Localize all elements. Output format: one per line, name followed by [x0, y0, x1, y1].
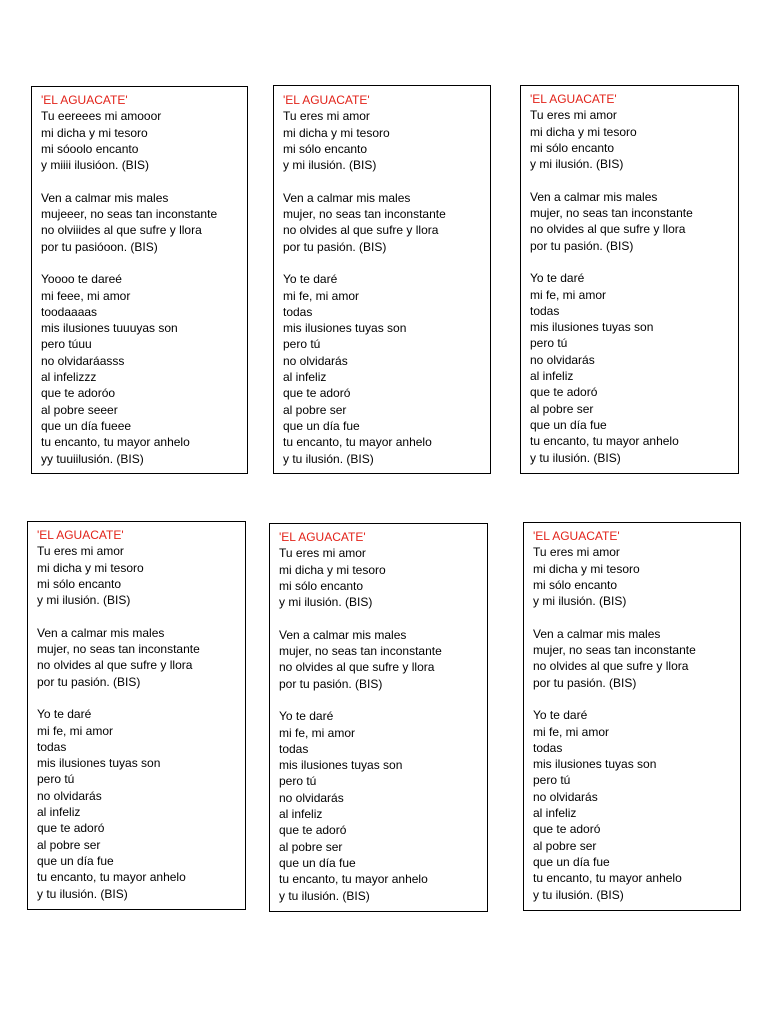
- lyric-line: pero tú: [279, 774, 317, 789]
- lyric-line: y mi ilusión. (BIS): [533, 594, 627, 609]
- lyric-line: que un día fue: [533, 854, 610, 869]
- lyric-line: Tu eres mi amor: [279, 546, 366, 561]
- lyric-line: al pobre ser: [279, 839, 343, 854]
- lyric-line: mi fe, mi amor: [530, 287, 607, 302]
- lyric-line: pero túuu: [41, 337, 92, 352]
- stanza-gap: [37, 690, 245, 706]
- lyric-line: al pobre seeer: [41, 402, 118, 417]
- lyric-line: todas: [533, 740, 563, 755]
- lyric-line: no olvidarás: [37, 788, 102, 803]
- lyric-line: Yo te daré: [37, 707, 92, 722]
- stanza-gap: [37, 608, 245, 624]
- lyric-line: todas: [530, 303, 560, 318]
- stanza-gap: [279, 692, 487, 708]
- lyric-line: y mi ilusión. (BIS): [37, 593, 131, 608]
- lyric-line: y mi ilusión. (BIS): [279, 595, 373, 610]
- lyric-line: por tu pasióoon. (BIS): [41, 239, 158, 254]
- card-title: 'EL AGUACATE': [41, 93, 128, 107]
- lyric-line: al infeliz: [279, 807, 323, 822]
- lyrics-card: [273, 85, 491, 474]
- stanza-gap: [530, 172, 738, 188]
- lyric-line: tu encanto, tu mayor anhelo: [37, 870, 186, 885]
- lyric-line: Ven a calmar mis males: [37, 625, 165, 640]
- lyric-line: mis ilusiones tuuuyas son: [41, 321, 178, 336]
- lyric-line: mi dicha y mi tesoro: [37, 560, 144, 575]
- lyric-line: no olvides al que sufre y llora: [530, 222, 686, 237]
- lyric-line: Ven a calmar mis males: [530, 189, 658, 204]
- lyric-line: Ven a calmar mis males: [41, 190, 169, 205]
- lyric-line: al pobre ser: [533, 838, 597, 853]
- lyric-line: mi dicha y mi tesoro: [41, 125, 148, 140]
- stanza-gap: [41, 255, 247, 271]
- lyric-line: Tu eres mi amor: [533, 545, 620, 560]
- lyric-line: que te adoróo: [41, 386, 116, 401]
- lyric-line: mi sólo encanto: [530, 140, 615, 155]
- lyrics-card: [520, 85, 739, 474]
- lyric-line: mis ilusiones tuyas son: [530, 320, 654, 335]
- stanza-gap: [279, 610, 487, 626]
- lyric-line: y mi ilusión. (BIS): [530, 157, 624, 172]
- lyric-line: mi dicha y mi tesoro: [533, 561, 640, 576]
- lyric-line: y mi ilusión. (BIS): [283, 158, 377, 173]
- lyric-line: que te adoró: [283, 386, 351, 401]
- card-title: 'EL AGUACATE': [530, 92, 617, 106]
- lyric-line: y tu ilusión. (BIS): [37, 886, 128, 901]
- stanza-gap: [41, 173, 247, 189]
- lyric-line: toodaaaas: [41, 304, 98, 319]
- lyric-line: mis ilusiones tuyas son: [37, 756, 161, 771]
- lyric-line: al infelizzz: [41, 370, 97, 385]
- lyric-line: todas: [279, 741, 309, 756]
- lyric-line: todas: [37, 739, 67, 754]
- lyric-line: mi sólo encanto: [279, 578, 364, 593]
- lyric-line: no olvidarás: [279, 790, 344, 805]
- lyric-line: al pobre ser: [530, 401, 594, 416]
- lyric-line: al pobre ser: [283, 402, 347, 417]
- lyric-line: no olvides al que sufre y llora: [283, 223, 439, 238]
- lyric-line: no olvidaráasss: [41, 353, 125, 368]
- lyric-line: por tu pasión. (BIS): [37, 674, 141, 689]
- lyric-line: yy tuuiilusión. (BIS): [41, 451, 144, 466]
- lyric-line: tu encanto, tu mayor anhelo: [279, 872, 428, 887]
- lyric-line: que un día fue: [279, 855, 356, 870]
- lyric-line: tu encanto, tu mayor anhelo: [533, 871, 682, 886]
- lyric-line: Tu eres mi amor: [283, 109, 370, 124]
- lyric-line: mi feee, mi amor: [41, 288, 131, 303]
- lyric-line: no olvides al que sufre y llora: [279, 660, 435, 675]
- lyric-line: y tu ilusión. (BIS): [279, 888, 370, 903]
- lyrics-card: [523, 522, 741, 911]
- lyric-line: que te adoró: [279, 823, 347, 838]
- lyric-line: tu encanto, tu mayor anhelo: [283, 435, 432, 450]
- lyric-line: Tu eres mi amor: [37, 544, 124, 559]
- lyric-line: al infeliz: [283, 370, 327, 385]
- lyric-line: mujer, no seas tan inconstante: [37, 642, 200, 657]
- lyric-line: Yo te daré: [283, 272, 338, 287]
- lyric-line: que te adoró: [530, 385, 598, 400]
- lyric-line: Ven a calmar mis males: [279, 627, 407, 642]
- lyric-line: todas: [283, 304, 313, 319]
- lyric-line: tu encanto, tu mayor anhelo: [41, 435, 190, 450]
- stanza-gap: [530, 254, 738, 270]
- lyric-line: mi fe, mi amor: [283, 288, 360, 303]
- lyric-line: no olvidarás: [283, 353, 348, 368]
- lyric-line: mujeeer, no seas tan inconstante: [41, 207, 218, 222]
- lyric-line: mi sólo encanto: [37, 576, 122, 591]
- lyric-line: no olvidarás: [533, 789, 598, 804]
- card-title: 'EL AGUACATE': [283, 93, 370, 107]
- stanza-gap: [283, 173, 490, 189]
- lyric-line: Ven a calmar mis males: [283, 190, 411, 205]
- stanza-gap: [283, 255, 490, 271]
- card-title: 'EL AGUACATE': [37, 528, 124, 542]
- lyric-line: mi fe, mi amor: [279, 725, 356, 740]
- lyric-line: al infeliz: [533, 806, 577, 821]
- lyric-line: por tu pasión. (BIS): [533, 675, 637, 690]
- lyric-line: mis ilusiones tuyas son: [533, 757, 657, 772]
- lyric-line: mi dicha y mi tesoro: [279, 562, 386, 577]
- lyric-line: y tu ilusión. (BIS): [533, 887, 624, 902]
- lyric-line: Ven a calmar mis males: [533, 626, 661, 641]
- lyric-line: que un día fueee: [41, 418, 132, 433]
- lyric-line: al pobre ser: [37, 837, 101, 852]
- lyric-line: mujer, no seas tan inconstante: [279, 644, 442, 659]
- stanza-gap: [533, 691, 740, 707]
- lyric-line: Yo te daré: [533, 708, 588, 723]
- lyrics-card: [31, 86, 248, 474]
- card-title: 'EL AGUACATE': [279, 530, 366, 544]
- lyric-line: Tu eres mi amor: [530, 108, 617, 123]
- lyric-line: Yoooo te dareé: [41, 272, 122, 287]
- lyric-line: mis ilusiones tuyas son: [283, 321, 407, 336]
- lyric-line: y miiii ilusióon. (BIS): [41, 158, 150, 173]
- lyric-line: mi fe, mi amor: [533, 724, 610, 739]
- lyric-line: no olviiides al que sufre y llora: [41, 223, 202, 238]
- lyric-line: no olvides al que sufre y llora: [37, 658, 193, 673]
- lyric-line: mujer, no seas tan inconstante: [283, 207, 446, 222]
- lyric-line: Yo te daré: [279, 709, 334, 724]
- lyric-line: mujer, no seas tan inconstante: [533, 643, 696, 658]
- lyric-line: pero tú: [37, 772, 75, 787]
- lyric-line: mi sólo encanto: [533, 577, 618, 592]
- lyric-line: tu encanto, tu mayor anhelo: [530, 434, 679, 449]
- lyric-line: que un día fue: [530, 417, 607, 432]
- lyric-line: no olvides al que sufre y llora: [533, 659, 689, 674]
- lyric-line: por tu pasión. (BIS): [530, 238, 634, 253]
- lyrics-card: [27, 521, 246, 910]
- lyric-line: mi dicha y mi tesoro: [530, 124, 637, 139]
- lyric-line: mujer, no seas tan inconstante: [530, 206, 693, 221]
- lyrics-card: [269, 523, 488, 912]
- lyric-line: que un día fue: [37, 853, 114, 868]
- lyric-line: pero tú: [533, 773, 571, 788]
- lyric-line: mi sóoolo encanto: [41, 141, 139, 156]
- stanza-gap: [533, 609, 740, 625]
- lyric-line: pero tú: [283, 337, 321, 352]
- lyric-line: mis ilusiones tuyas son: [279, 758, 403, 773]
- card-title: 'EL AGUACATE': [533, 529, 620, 543]
- lyric-line: al infeliz: [530, 369, 574, 384]
- lyric-line: Tu eereees mi amooor: [41, 109, 162, 124]
- lyric-line: no olvidarás: [530, 352, 595, 367]
- lyric-line: mi fe, mi amor: [37, 723, 114, 738]
- lyric-line: que un día fue: [283, 418, 360, 433]
- lyric-line: Yo te daré: [530, 271, 585, 286]
- lyric-line: mi sólo encanto: [283, 141, 368, 156]
- lyric-line: por tu pasión. (BIS): [279, 676, 383, 691]
- lyric-line: que te adoró: [533, 822, 601, 837]
- lyric-line: por tu pasión. (BIS): [283, 239, 387, 254]
- lyric-line: y tu ilusión. (BIS): [283, 451, 374, 466]
- lyric-line: y tu ilusión. (BIS): [530, 450, 621, 465]
- lyric-line: mi dicha y mi tesoro: [283, 125, 390, 140]
- lyric-line: que te adoró: [37, 821, 105, 836]
- lyric-line: pero tú: [530, 336, 568, 351]
- lyric-line: al infeliz: [37, 805, 81, 820]
